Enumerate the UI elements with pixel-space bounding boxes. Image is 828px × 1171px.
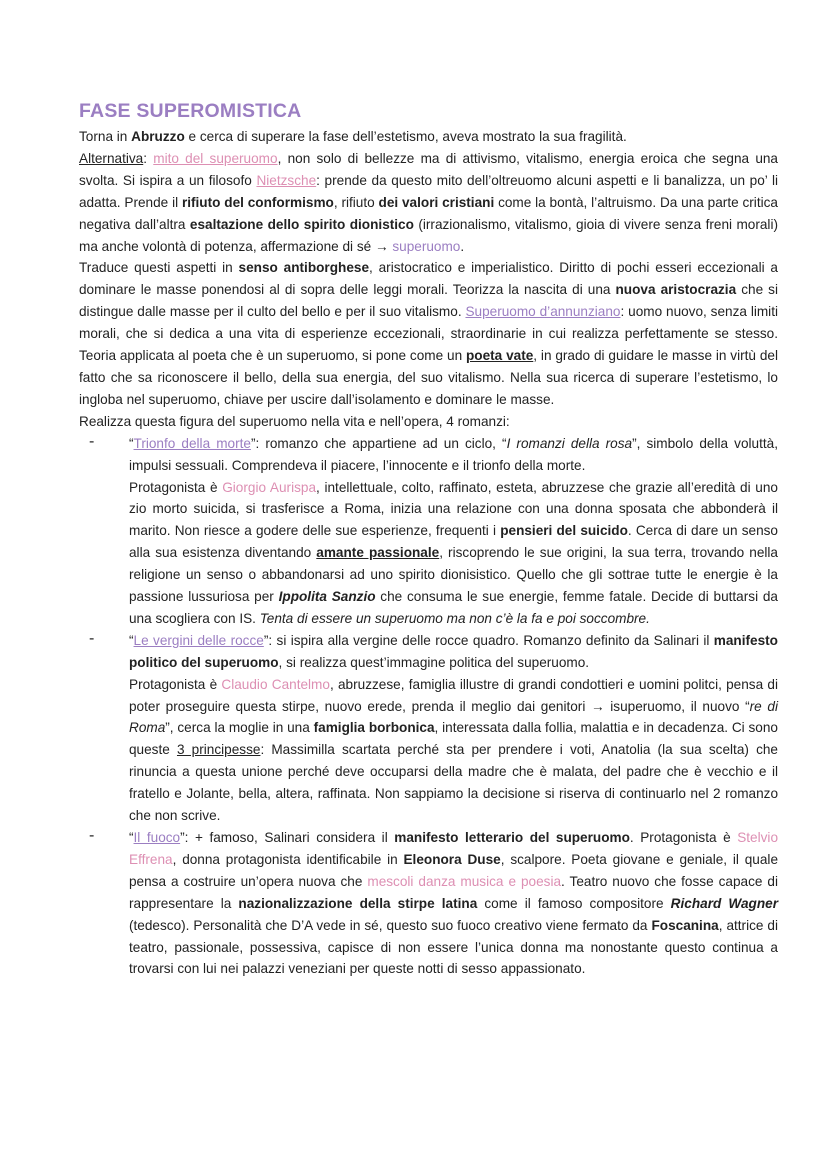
text: , aristocratico e imperialistico. Diritto di pochi esseri eccezionali a dominare le masse ponendosi al di sopra delle leggi morali. Teorizza la nascita di una <box>79 260 778 298</box>
text: , donna protagonista identificabile in <box>172 851 404 867</box>
text: Traduce questi aspetti in <box>79 260 239 276</box>
text: , si realizza quest’immagine politica del superuomo. <box>278 654 590 670</box>
label-alternativa: Alternativa <box>79 150 144 166</box>
text: (irrazionalismo, vitalismo, gioia di vivere senza freni morali) ma anche volontà di potenza, affermazione di sé → <box>79 216 778 254</box>
keyword-superuomo: superuomo <box>392 238 461 254</box>
text: , riscoprendo le sue origini, la sua terra, trovando nella religione un senso o abbandonarsi ad uno spirito dionisistico. Quello che gli sottrae tutte le energie è la passione lussuriosa per <box>129 545 778 605</box>
cycle-title: I romanzi della rosa <box>506 435 633 451</box>
text: : Massimilla scartata perché sta per prendere i voti, Anatolia (la sua scelta) che rinuncia a questa unione perché deve occuparsi della madre che è malata, del padre che è vecchio e il fratello e Jolante, bella, altera, raffinata. Non sappiamo la decisione si riserva di continuarlo nel 2 romanzo che non scrive. <box>129 742 778 824</box>
item-trionfo-protagonist <box>129 477 778 630</box>
section-title: FASE SUPEROMISTICA <box>79 100 302 122</box>
item-trionfo-text <box>129 433 778 477</box>
text: Protagonista è <box>129 479 223 495</box>
text: “ <box>129 632 134 648</box>
italic-re-di-roma: re di Roma <box>129 698 778 736</box>
list-dash: - <box>89 432 95 450</box>
text: che consuma le sue energie, femme fatale. Decide di buttarsi da una scogliera con IS. <box>129 589 778 626</box>
keyword-pensieri-suicidio: pensieri del suicido <box>500 523 628 539</box>
keyword-poeta-vate: poeta vate <box>465 348 534 364</box>
link-trionfo-della-morte[interactable]: Trionfo della morte <box>133 435 251 451</box>
protagonist-aurispa: Giorgio Aurispa <box>222 479 317 495</box>
text: , abruzzese, famiglia illustre di grandi condottieri e uomini politci, pensa di poter proseguire questa stirpe, nuovo erede, prenda il meglio dai genitori → isuperuomo, il nuovo “ <box>129 676 778 714</box>
keyword-manifesto-politico: manifesto politico del superuomo <box>129 632 778 670</box>
link-nietzsche[interactable]: Nietzsche <box>256 172 317 188</box>
text: . Protagonista è <box>629 830 738 845</box>
text: (tedesco). Personalità che D’A vede in sé, questo suo fuoco creativo viene fermato da <box>129 917 652 933</box>
italic-conclusion: Tenta di essere un superuomo ma non c’è la fa e poi soccombre. <box>259 610 650 626</box>
text: “ <box>129 435 134 451</box>
text: . <box>460 238 465 254</box>
keyword-esaltazione: esaltazione dello spirito dionistico <box>189 216 414 232</box>
text: ”, simbolo della voluttà, impulsi sessuali. Comprendeva il piacere, l’innocente e il trionfo della morte. <box>129 435 778 473</box>
text: “ <box>129 830 134 845</box>
text: , intellettuale, colto, raffinato, esteta, abruzzese che grazie all’eredità di uno zio morto suicida, si trasferisce a Roma, inizia una relazione con una donna sposata che abbonderà il marito. Non riesce a godere delle sue esperienze, frequenti i <box>129 479 778 539</box>
text: , in grado di guidare le masse in virtù del fatto che sa riconoscere il bello, della sua energia, del suo vitalismo. Nella sua ricerca di superare l’estetismo, lo ingloba nel superuomo, chiave per uscire dall’isolamento e dominare le masse. <box>79 348 778 407</box>
text: . Teatro nuovo che fosse capace di rappresentare la <box>129 873 778 911</box>
link-mito-superuomo[interactable]: mito del superuomo <box>153 150 278 166</box>
keyword-3-principesse: 3 principesse <box>176 742 261 758</box>
text: : <box>143 150 154 166</box>
text: che si distingue dalle masse per il culto del bello e per il suo vitalismo. <box>79 282 778 320</box>
item-fuoco-text <box>129 827 778 980</box>
keyword-amante-passionale: amante passionale <box>316 545 440 561</box>
link-vergini-delle-rocce[interactable]: Le vergini delle rocce <box>133 632 264 648</box>
text: . Cerca di dare un senso alla sua esistenza diventando <box>129 523 778 561</box>
paragraph-alternativa <box>79 148 778 258</box>
list-dash: - <box>89 827 95 844</box>
keyword-famiglia-borbonica: famiglia borbonica <box>313 720 435 736</box>
keyword-abruzzo: Abruzzo <box>131 129 185 144</box>
text: , attrice di teatro, passionale, possessiva, capisce di non essere l’unica donna ma nonostante questo continua a trovarsi con lui nei palazzi veneziani per queste notti di sesso appassionato. <box>129 917 779 977</box>
text: , scalpore. Poeta giovane e geniale, il quale pensa a costruire un’opera nuova che <box>129 851 778 889</box>
text: ”: si ispira alla vergine delle rocce quadro. Romanzo definito da Salinari il <box>263 632 714 648</box>
keyword-valori: dei valori cristiani <box>378 194 495 210</box>
keyword-ippolita: Ippolita Sanzio <box>278 589 376 605</box>
paragraph-traduce <box>79 257 778 410</box>
list-item-fuoco <box>79 827 778 980</box>
keyword-richard-wagner: Richard Wagner <box>670 895 778 911</box>
paragraph-intro <box>79 126 778 148</box>
text: , non solo di bellezze ma di attivismo, vitalismo, energia eroica che segna una svolta. Si ispira a un filosofo <box>79 150 778 188</box>
protagonist-effrena: Stelvio Effrena <box>129 830 779 867</box>
text: , rifiuto <box>333 194 379 210</box>
item-vergini-protagonist <box>129 674 778 827</box>
keyword-eleonora-duse: Eleonora Duse <box>403 851 501 867</box>
text: : uomo nuovo, senza limiti morali, che si dedica a una vita di esperienze eccezionali, straordinarie in cui realizza perfettamente se stesso. Teoria applicata al poeta che è un superuomo, si pone come un <box>79 304 778 364</box>
text: Protagonista è <box>129 676 222 692</box>
text: e cerca di superare la fase dell’estetismo, aveva mostrato la sua fragilità. <box>184 129 627 144</box>
text: come il famoso compositore <box>477 895 671 911</box>
protagonist-cantelmo: Claudio Cantelmo <box>221 676 330 692</box>
keyword-rifiuto: rifiuto del conformismo <box>181 194 334 210</box>
text: ”: romanzo che appartiene ad un ciclo, “ <box>250 435 507 451</box>
keyword-nazionalizzazione: nazionalizzazione della stirpe latina <box>238 895 478 911</box>
keyword-mescoli: mescoli danza musica e poesia <box>367 873 562 889</box>
keyword-senso-antiborghese: senso antiborghese <box>238 260 370 276</box>
text: , interessata dalla follia, malattia e in decadenza. Ci sono queste <box>129 720 778 758</box>
keyword-foscanina: Foscanina <box>651 917 719 933</box>
item-vergini-text <box>129 630 778 674</box>
keyword-manifesto-letterario: manifesto letterario del superuomo <box>394 830 630 845</box>
list-dash: - <box>89 629 95 647</box>
list-item-trionfo <box>79 433 778 630</box>
paragraph-realizza: Realizza questa figura del superuomo nella vita e nell’opera, 4 romanzi: <box>79 413 510 429</box>
text: : prende da questo mito dell’oltreuomo alcuni aspetti e li banalizza, un po’ li adatta. Prende il <box>79 172 778 210</box>
text: ”: + famoso, Salinari considera il <box>180 830 395 845</box>
text: come la bontà, l’altruismo. Da una parte critica negativa dall’altra <box>79 194 778 232</box>
keyword-nuova-aristocrazia: nuova aristocrazia <box>615 282 737 298</box>
link-superuomo-dannunziano[interactable]: Superuomo d’annunziano <box>465 304 621 320</box>
link-il-fuoco[interactable]: Il fuoco <box>133 830 181 845</box>
list-item-vergini <box>79 630 778 827</box>
novels-list <box>79 433 778 981</box>
text: ”, cerca la moglie in una <box>165 720 314 736</box>
text: Torna in <box>79 129 132 144</box>
